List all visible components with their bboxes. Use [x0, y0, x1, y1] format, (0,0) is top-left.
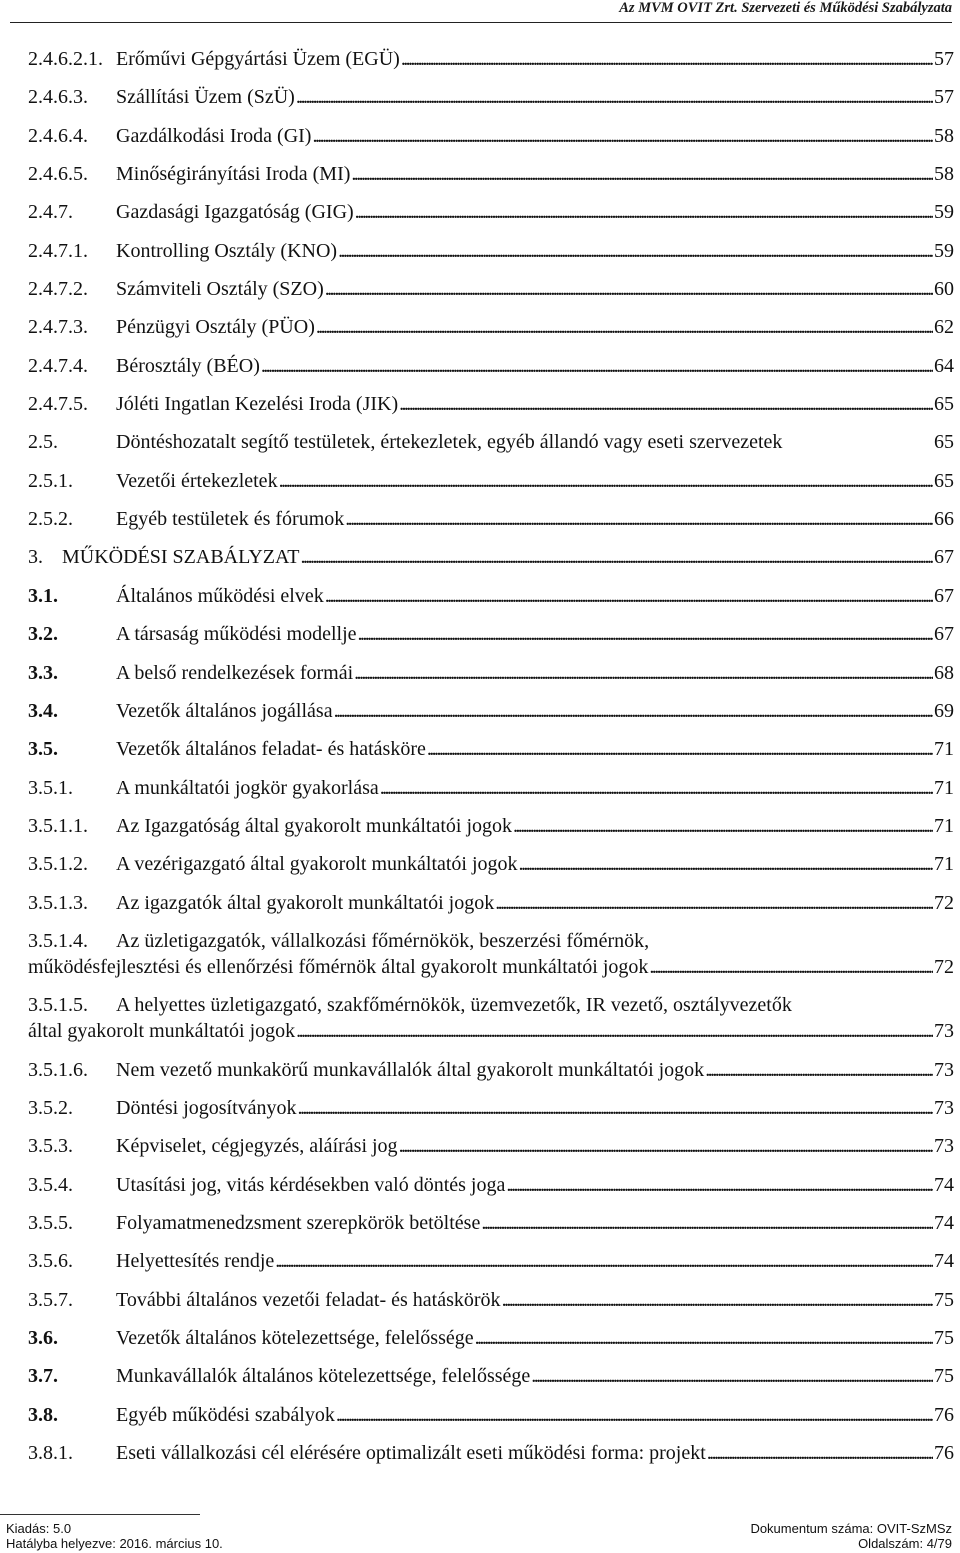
toc-entry-number: 2.5. [28, 431, 58, 454]
toc-entry-title: Döntési jogosítványok [116, 1096, 297, 1119]
dot-leader [427, 736, 933, 762]
toc-entry[interactable] [28, 1095, 954, 1121]
toc-entry[interactable] [28, 1325, 954, 1351]
toc-entry-title: Az igazgatók által gyakorolt munkáltatói jogok [116, 891, 495, 914]
dot-leader [300, 544, 933, 570]
dot-leader [531, 1363, 933, 1389]
toc-entry-page: 59 [934, 201, 954, 224]
toc-entry-page: 66 [934, 508, 954, 531]
toc-entry-number: 3.5.3. [28, 1135, 73, 1158]
toc-entry[interactable] [28, 621, 954, 647]
toc-entry-title: Vezetők általános jogállása [116, 699, 333, 722]
toc-entry-title: A társaság működési modellje [116, 623, 357, 646]
toc-entry-title: Általános működési elvek [116, 584, 324, 607]
toc-entry-page: 65 [934, 469, 954, 492]
toc-entry-number: 3.5.7. [28, 1288, 73, 1311]
toc-entry-page: 68 [934, 661, 954, 684]
dot-leader [296, 1018, 933, 1044]
edition-label: Kiadás: 5.0 [6, 1521, 72, 1536]
toc-entry[interactable] [28, 775, 954, 801]
toc-entry-number: 3.5.1.6. [28, 1058, 88, 1081]
dot-leader [354, 660, 933, 686]
toc-entry[interactable] [28, 992, 954, 1044]
toc-entry-title: Döntéshozatalt segítő testületek, értekezletek, egyéb állandó vagy eseti szervezetek [116, 431, 783, 454]
document-number-label: Dokumentum száma: OVIT-SzMSz [750, 1521, 952, 1536]
toc-entry-page: 74 [934, 1211, 954, 1234]
toc-entry[interactable] [28, 1210, 954, 1236]
toc-entry-title: Szállítási Üzem (SzÜ) [116, 86, 295, 109]
toc-entry-number: 2.4.6.3. [28, 86, 88, 109]
dot-leader [298, 1095, 933, 1121]
dot-leader [325, 276, 933, 302]
toc-entry-number: 3.7. [28, 1365, 58, 1388]
toc-entry-page: 57 [934, 48, 954, 70]
toc-entry-number: 3.2. [28, 623, 58, 646]
toc-entry-title: Egyéb testületek és fórumok [116, 508, 345, 531]
toc-entry[interactable] [28, 314, 954, 340]
toc-entry[interactable] [28, 660, 954, 686]
dot-leader [338, 238, 933, 264]
toc-entry-title-continuation: működésfejlesztési és ellenőrzési főmérnök által gyakorolt munkáltatói jogok [28, 955, 649, 978]
toc-entry-page: 72 [934, 955, 954, 978]
toc-entry-page: 67 [934, 584, 954, 607]
toc-entry-number: 3.5.6. [28, 1250, 73, 1273]
toc-entry-number: 2.5.1. [28, 469, 73, 492]
footer-right [750, 1521, 952, 1551]
toc-entry-page: 75 [934, 1365, 954, 1388]
toc-entry[interactable] [28, 276, 954, 302]
dot-leader [519, 851, 933, 877]
toc-entry-title: Helyettesítés rendje [116, 1250, 275, 1273]
toc-entry-page: 58 [934, 124, 954, 147]
dot-leader [296, 84, 933, 110]
toc-entry-title: Folyamatmenedzsment szerepkörök betöltése [116, 1211, 481, 1234]
toc-entry-page: 71 [934, 776, 954, 799]
dot-leader [345, 506, 933, 532]
toc-entry-title: MŰKÖDÉSI SZABÁLYZAT [62, 546, 300, 569]
dot-leader [401, 46, 933, 72]
toc-entry-number: 3.5.1.3. [28, 891, 88, 914]
toc-entry-title: Gazdasági Igazgatóság (GIG) [116, 201, 354, 224]
dot-leader [355, 199, 933, 225]
dot-leader [358, 621, 933, 647]
toc-entry[interactable] [28, 199, 954, 225]
toc-entry-title: Utasítási jog, vitás kérdésekben való döntés joga [116, 1173, 506, 1196]
dot-leader [649, 954, 933, 980]
header-divider [10, 22, 952, 23]
toc-entry[interactable] [28, 698, 954, 724]
toc-entry-number: 3.5.2. [28, 1096, 73, 1119]
dot-leader [502, 1287, 933, 1313]
toc-entry-number: 3.8.1. [28, 1442, 73, 1465]
toc-entry-title: Munkavállalók általános kötelezettsége, felelőssége [116, 1365, 531, 1388]
toc-entry[interactable] [28, 736, 954, 762]
toc-entry-page: 73 [934, 1096, 954, 1119]
toc-entry-title: A vezérigazgató által gyakorolt munkáltatói jogok [116, 853, 518, 876]
toc-entry-title: Az Igazgatóság által gyakorolt munkáltatói jogok [116, 814, 512, 837]
toc-entry-title: Eseti vállalkozási cél elérésére optimalizált eseti működési forma: projekt [116, 1442, 706, 1465]
toc-entry-number: 3.1. [28, 584, 58, 607]
toc-entry-title: A munkáltatói jogkör gyakorlása [116, 776, 379, 799]
toc-entry-page: 75 [934, 1327, 954, 1349]
toc-entry-number: 3.5.1.2. [28, 853, 88, 876]
toc-entry-title: Bérosztály (BÉO) [116, 354, 260, 377]
toc-entry-title-continuation: által gyakorolt munkáltatói jogok [28, 1020, 296, 1043]
toc-entry-number: 3.4. [28, 699, 58, 722]
toc-entry[interactable] [28, 1172, 954, 1198]
toc-entry-title: Gazdálkodási Iroda (GI) [116, 124, 312, 147]
toc-entry-number: 3.5.1.1. [28, 814, 88, 837]
toc-entry-number: 3.5. [28, 738, 58, 761]
toc-entry-title: Az üzletigazgatók, vállalkozási főmérnökök, beszerzési főmérnök, [116, 929, 650, 952]
toc-entry-title: Jóléti Ingatlan Kezelési Iroda (JIK) [116, 393, 399, 416]
dot-leader [705, 1057, 933, 1083]
toc-entry[interactable] [28, 1363, 954, 1389]
toc-entry-title: Vezetői értekezletek [116, 469, 278, 492]
dot-leader [513, 813, 933, 839]
toc-entry[interactable] [28, 84, 954, 110]
toc-entry[interactable] [28, 46, 954, 72]
page-number-label: Oldalszám: 4/79 [858, 1536, 952, 1551]
dot-leader [475, 1325, 933, 1351]
dot-leader [275, 1248, 933, 1274]
toc-entry-page: 60 [934, 278, 954, 301]
toc-entry-page: 74 [934, 1250, 954, 1273]
toc-entry-page: 71 [934, 738, 954, 761]
dot-leader [380, 775, 933, 801]
toc-entry-page: 65 [934, 393, 954, 416]
toc-entry-title: Kontrolling Osztály (KNO) [116, 239, 338, 262]
toc-entry[interactable] [28, 161, 954, 187]
toc-entry-title: További általános vezetői feladat- és hatáskörök [116, 1288, 501, 1311]
toc-entry-number: 3.5.5. [28, 1211, 73, 1234]
toc-entry-number: 2.4.6.4. [28, 124, 88, 147]
effective-date-label: Hatályba helyezve: 2016. március 10. [6, 1536, 223, 1551]
toc-entry[interactable] [28, 1287, 954, 1313]
footer-left [6, 1521, 223, 1551]
toc-entry[interactable] [28, 506, 954, 532]
toc-entry-number: 3.5.4. [28, 1173, 73, 1196]
toc-entry[interactable] [28, 391, 954, 417]
dot-leader [334, 698, 933, 724]
toc-entry-page: 76 [934, 1442, 954, 1465]
toc-entry[interactable] [28, 1440, 954, 1466]
dot-leader [399, 391, 933, 417]
toc-entry-page: 74 [934, 1173, 954, 1196]
toc-entry-number: 2.4.7.2. [28, 278, 88, 301]
toc-entry[interactable] [28, 1133, 954, 1159]
dot-leader [351, 161, 933, 187]
dot-leader [707, 1440, 933, 1466]
toc-entry[interactable] [28, 123, 954, 149]
toc-entry-page: 73 [934, 1020, 954, 1043]
toc-entry-page: 73 [934, 1058, 954, 1081]
footer-divider [0, 1514, 200, 1515]
toc-entry[interactable] [28, 544, 954, 570]
dot-leader [325, 583, 933, 609]
dot-leader [495, 890, 933, 916]
toc-entry[interactable] [28, 1402, 954, 1428]
toc-entry-number: 2.5.2. [28, 508, 73, 531]
toc-entry-title: Képviselet, cégjegyzés, aláírási jog [116, 1135, 398, 1158]
dot-leader [312, 123, 933, 149]
toc-entry-title: Számviteli Osztály (SZO) [116, 278, 324, 301]
toc-entry-number: 3.5.1.4. [28, 929, 88, 952]
toc-entry-number: 2.4.7.3. [28, 316, 88, 339]
toc-entry-page: 73 [934, 1135, 954, 1158]
toc-entry-title: Vezetők általános kötelezettsége, felelőssége [116, 1327, 474, 1349]
dot-leader [261, 353, 933, 379]
toc-entry[interactable] [28, 851, 954, 877]
toc-entry-number: 2.4.6.5. [28, 163, 88, 186]
toc-entry-number: 2.4.7.1. [28, 239, 88, 262]
toc-entry[interactable] [28, 583, 954, 609]
dot-leader [506, 1172, 933, 1198]
dot-leader [279, 468, 933, 494]
toc-entry-number: 2.4.6.2.1. [28, 48, 103, 70]
dot-leader [316, 314, 933, 340]
toc-entry-title: Minőségirányítási Iroda (MI) [116, 163, 351, 186]
toc-entry-title: Erőművi Gépgyártási Üzem (EGÜ) [116, 48, 400, 70]
table-of-contents [28, 46, 954, 1478]
toc-entry-page: 65 [934, 431, 954, 454]
toc-entry-page: 71 [934, 853, 954, 876]
dot-leader [481, 1210, 933, 1236]
toc-entry-number: 3.3. [28, 661, 58, 684]
toc-entry-page: 59 [934, 239, 954, 262]
toc-entry-number: 2.4.7.5. [28, 393, 88, 416]
toc-entry-page: 72 [934, 891, 954, 914]
toc-entry[interactable] [28, 1057, 954, 1083]
toc-entry-page: 71 [934, 814, 954, 837]
toc-entry-title: A helyettes üzletigazgató, szakfőmérnökök, üzemvezetők, IR vezető, osztályvezetők [116, 994, 792, 1017]
toc-entry-page: 64 [934, 354, 954, 377]
toc-entry-title: Vezetők általános feladat- és hatásköre [116, 738, 426, 761]
toc-entry[interactable] [28, 353, 954, 379]
toc-entry-page: 58 [934, 163, 954, 186]
toc-entry-page: 76 [934, 1403, 954, 1426]
dot-leader [336, 1402, 933, 1428]
toc-entry-title: Pénzügyi Osztály (PÜO) [116, 316, 315, 339]
toc-entry-number: 2.4.7. [28, 201, 73, 224]
toc-entry[interactable] [28, 1248, 954, 1274]
toc-entry-title: Nem vezető munkakörű munkavállalók által gyakorolt munkáltatói jogok [116, 1058, 705, 1081]
document-header: Az MVM OVIT Zrt. Szervezeti és Működési Szabályzata [619, 0, 952, 16]
toc-entry-page: 67 [934, 546, 954, 569]
toc-entry-number: 2.4.7.4. [28, 354, 88, 377]
toc-entry[interactable] [28, 468, 954, 494]
toc-entry-number: 3.6. [28, 1327, 58, 1349]
toc-entry[interactable] [28, 238, 954, 264]
toc-entry-page: 67 [934, 623, 954, 646]
toc-entry-title: A belső rendelkezések formái [116, 661, 354, 684]
dot-leader [399, 1133, 933, 1159]
toc-entry-number: 3.5.1. [28, 776, 73, 799]
toc-entry[interactable] [28, 429, 954, 455]
toc-entry[interactable] [28, 890, 954, 916]
toc-entry-page: 75 [934, 1288, 954, 1311]
toc-entry-number: 3.8. [28, 1403, 58, 1426]
toc-entry-number: 3.5.1.5. [28, 994, 88, 1017]
toc-entry-page: 57 [934, 86, 954, 109]
toc-entry-number: 3. [28, 546, 43, 569]
toc-entry[interactable] [28, 813, 954, 839]
toc-entry-page: 62 [934, 316, 954, 339]
toc-entry-page: 69 [934, 699, 954, 722]
toc-entry[interactable] [28, 928, 954, 980]
toc-entry-title: Egyéb működési szabályok [116, 1403, 335, 1426]
